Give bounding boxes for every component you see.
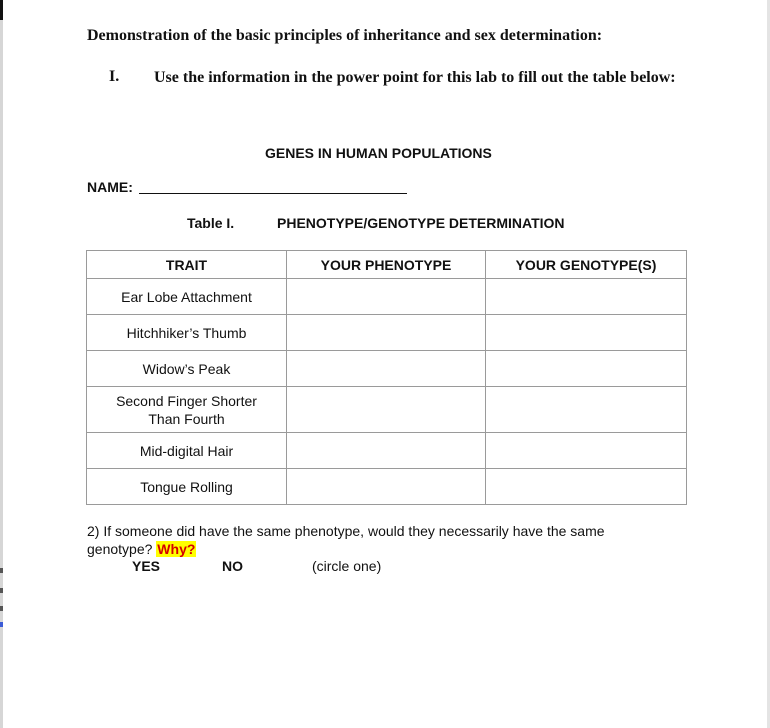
genotype-cell[interactable] <box>486 387 687 433</box>
table-row <box>87 279 687 315</box>
circle-one-note: (circle one) <box>312 558 382 574</box>
header-phenotype: YOUR PHENOTYPE <box>287 251 486 279</box>
trait-cell: Hitchhiker’s Thumb <box>87 315 287 351</box>
trait-cell: Second Finger Shorter Than Fourth <box>87 387 287 433</box>
phenotype-cell[interactable] <box>287 387 486 433</box>
option-no[interactable]: NO <box>222 558 243 574</box>
table-row <box>87 351 687 387</box>
section-numeral: I. <box>109 68 120 85</box>
trait-cell: Mid-digital Hair <box>87 433 287 469</box>
table-title: PHENOTYPE/GENOTYPE DETERMINATION <box>277 215 565 231</box>
table-row <box>87 433 687 469</box>
page-heading: Demonstration of the basic principles of inheritance and sex determination: <box>87 27 603 44</box>
genotype-cell[interactable] <box>486 315 687 351</box>
genotype-cell[interactable] <box>486 279 687 315</box>
phenotype-cell[interactable] <box>287 351 486 387</box>
genotype-cell[interactable] <box>486 433 687 469</box>
trait-cell: Ear Lobe Attachment <box>87 279 287 315</box>
table-header-row <box>87 251 687 279</box>
table-row <box>87 315 687 351</box>
header-genotype: YOUR GENOTYPE(S) <box>486 251 687 279</box>
subtitle: GENES IN HUMAN POPULATIONS <box>265 145 492 161</box>
phenotype-cell[interactable] <box>287 469 486 505</box>
phenotype-cell[interactable] <box>287 315 486 351</box>
phenotype-cell[interactable] <box>287 279 486 315</box>
genotype-cell[interactable] <box>486 469 687 505</box>
name-label: NAME: <box>87 179 133 195</box>
why-highlight: Why? <box>157 541 196 557</box>
section-instruction: Use the information in the power point for this lab to fill out the table below: <box>154 69 676 86</box>
header-trait: TRAIT <box>87 251 287 279</box>
name-field-line[interactable] <box>139 193 407 194</box>
trait-cell: Widow’s Peak <box>87 351 287 387</box>
phenotype-cell[interactable] <box>287 433 486 469</box>
table-row <box>87 469 687 505</box>
trait-table <box>86 250 687 505</box>
option-yes[interactable]: YES <box>132 558 161 574</box>
genotype-cell[interactable] <box>486 351 687 387</box>
table-row <box>87 387 687 433</box>
trait-cell: Tongue Rolling <box>87 469 287 505</box>
table-label: Table I. <box>187 215 235 231</box>
question-2 <box>87 522 667 558</box>
question-2-text: 2) If someone did have the same phenotype, would they necessarily have the same genotype? <box>87 523 605 557</box>
